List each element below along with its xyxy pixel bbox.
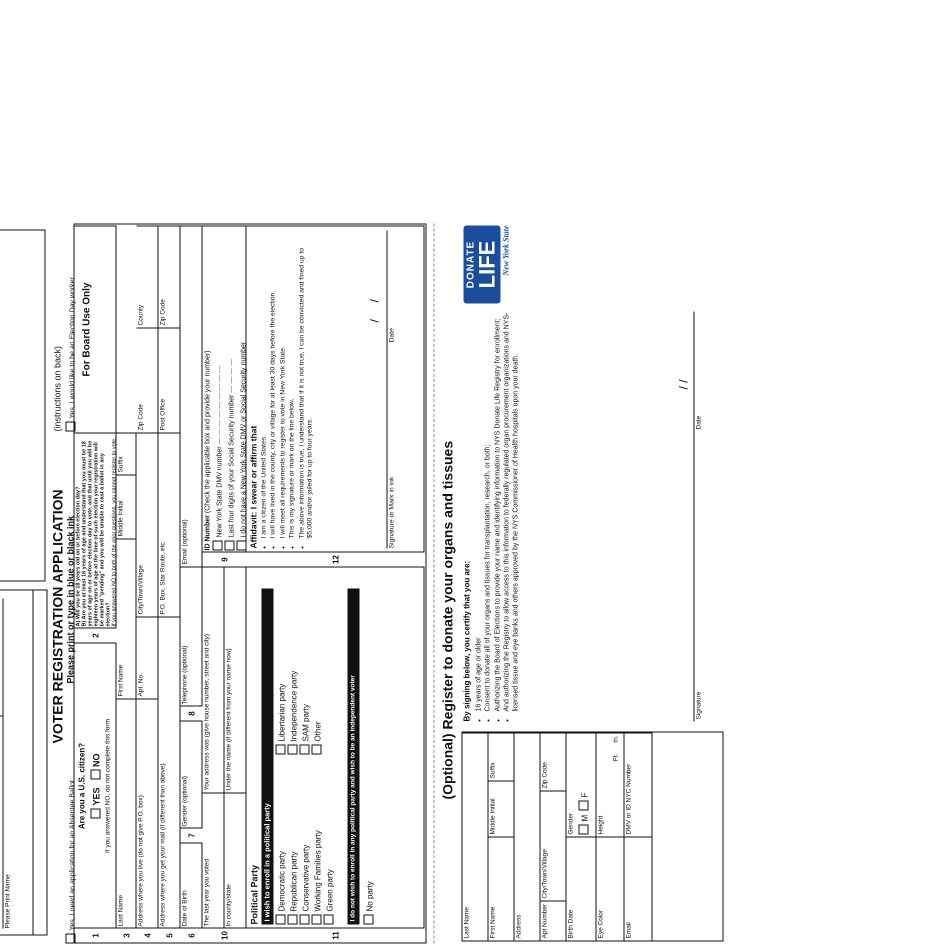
no-party-bar: I do not wish to enroll in any political party and wish to be an independent voter [348,589,360,925]
donor-height-field[interactable] [597,733,625,837]
citizen-no-checkbox[interactable] [91,770,101,780]
application-header [49,224,77,944]
donor-apt-label: Apt Number [541,903,549,939]
affidavit-item: • I will have lived in the county, city or village for at least 30 days before the election. [270,231,279,539]
gender-f-checkbox[interactable] [579,800,589,810]
donor-item: • And authorizing the Registry to allow access to this information to federally regulated organ procurement organizations and NYS-licensed tissue and eye banks and others approved by the NYS Commissioner of Health hospitals upon your death. [504,312,521,712]
citizen-yes: YES [91,787,102,806]
party-checkbox[interactable] [276,745,286,755]
party-label: Libertarian party [277,683,287,742]
donor-gender-label: Gender [567,812,575,835]
post-office-field[interactable] [159,328,181,433]
row-number-7: 7 [181,828,203,843]
application-title-note: (instructions on back) [52,345,63,432]
party-label: Democratic party [277,851,287,912]
donor-suffix-label: Suffix [489,762,497,779]
affidavit-item: • I am a citizen of the United States. [260,231,269,539]
address-mail-label: Address where you get your mail (if different than above) [159,763,167,927]
election-day-text: Yes, I would like to be an Election Day worker [69,277,77,419]
party-label: Green party [325,869,335,912]
id-none: I do not have a New York State DMV or Social Security number [240,341,248,538]
row-number-9: 9 [203,552,247,567]
donor-date-label: Date [695,415,703,430]
affidavit-item: • The above information is true, I understand that if it is not true, I can be convicted and fined up to $5,000 and/or jailed for up to four years. [298,231,315,539]
donor-birth-date-label: Birth Date [567,909,575,939]
party-checkbox[interactable] [288,745,298,755]
party-label: Republican party [289,851,299,912]
middle-initial-field[interactable] [117,475,137,539]
application-title: VOTER REGISTRATION APPLICATION [49,489,66,744]
party-title: Political Party [249,864,260,925]
donor-item: • Consent to donate all of your organs and tissues for transplantation, research, or both; [485,312,494,712]
donor-birth-date-field[interactable] [567,837,597,941]
party-checkbox[interactable] [288,915,298,925]
donor-middle-label: Middle Initial [489,798,497,835]
donor-zip-field[interactable] [541,733,567,791]
affidavit-title: Affidavit: I swear or affirm that [248,425,259,549]
donor-address-label: Address [515,914,523,939]
middle-initial-label: Middle Initial [117,500,125,537]
row-number-2: 2 [75,628,117,643]
donor-date-slashes: / / [676,379,691,390]
party-option [276,585,288,755]
party-label: Working Families party [313,830,323,912]
donor-fields-table [462,732,724,942]
affidavit-list [260,231,315,549]
donor-item: • Authorizing the Board of Elections to provide your name and identifying information to NYS Donate Life Registry for enrollment; [494,312,503,712]
city-town-label: City/Town/Village [137,565,145,615]
dob-label: Date of Birth [181,890,189,927]
suffix-label: Suffix [117,456,125,473]
gender-field[interactable] [181,721,203,829]
party-label: Independence party [289,670,299,742]
donor-title: (Optional) Register to donate your organs and tissues [439,440,456,800]
gender-m: M [580,814,590,822]
county-state-field[interactable] [225,793,247,929]
telephone-field[interactable] [181,567,203,707]
donor-list [475,312,521,722]
zip-field[interactable] [137,328,159,433]
sig-mark-label: Signature or Mark in ink [388,476,396,549]
no-id-checkbox[interactable] [237,541,247,551]
last-name-field[interactable] [117,699,137,929]
donor-height-label: Height [597,815,605,835]
party-box [247,567,425,929]
last-year-label: The last year you voted [203,858,211,927]
citizen-no: NO [91,753,102,767]
last-year-field[interactable] [203,793,225,929]
id-ssn: Last four digits of your Social Security number [228,394,236,538]
prev-address-field[interactable] [203,567,225,793]
affidavit-date-slashes: / / [367,299,382,323]
id-number-box: ID Number (Check the applicable box and provide your number) New York State DMV number — — — — — — — — — Last four digits of your Social Security number — — — — I do not have a New York State DMV or Social Security number [203,226,247,553]
affidavit-box [247,226,425,553]
donor-first-name-label: First Name [489,906,497,939]
application-grid [74,224,427,944]
donor-email-field[interactable] [625,837,653,941]
apt-no-label: Apt. No. [137,673,145,697]
donor-certify: By signing below, you certify that you are: [462,560,472,722]
party-checkbox[interactable] [300,915,310,925]
po-box-field[interactable] [159,433,181,617]
donor-in: In. [612,735,620,743]
row-number-3: 3 [117,928,137,943]
citizen-yes-checkbox[interactable] [91,809,101,819]
donor-ft: Ft. [612,753,620,762]
no-party-checkbox[interactable] [364,915,374,925]
row-number-11: 11 [247,928,425,943]
id-note: (Check the applicable box and provide your number) [204,350,212,514]
board-use-label: For Board Use Only [81,282,93,377]
donor-dmv-field[interactable] [625,733,653,837]
dob-field[interactable] [181,843,203,929]
donor-address-field[interactable] [515,733,541,941]
prev-name-field[interactable] [225,567,247,793]
party-label: Other [313,721,323,742]
affidavit-item: • This is my signature or mark on the line below. [289,231,298,539]
party-option [312,585,324,755]
donor-middle-field[interactable] [489,781,515,837]
county-label: County [137,304,145,326]
dmv-checkbox[interactable] [213,541,223,551]
last-name-label: Last Name [117,895,125,927]
donor-eye-label: Eye Color [597,909,605,939]
gender-f: F [580,792,590,798]
donor-last-name-field[interactable] [463,733,489,941]
logo-line3: New York State [501,225,511,276]
parties-right-list [276,585,336,755]
age-question-b: B) Are you at least 16 years of age and understand that you must be 18 years of age on or before election day to vote, and that until you will be eighteen years of age at the time of such election your registration will be marked "pending" and you will be unable to cast a ballot in any election? [81,440,112,627]
ssn-checkbox[interactable] [225,541,235,551]
telephone-label: Telephone (optional) [181,645,189,705]
donor-suffix-field[interactable] [489,733,515,781]
affidavit-date-label: Date [388,328,396,343]
party-enroll-bar: I wish to enroll in a political party [262,589,274,925]
donate-life-logo [464,226,534,304]
address-live-label: Address where you live (do not give P.O. box) [137,795,145,927]
donor-signature-label: Signature [695,691,703,720]
row-number-12: 12 [247,552,425,567]
donor-eye-field[interactable] [597,837,625,941]
donor-dmv-label: DMV or ID NYC Number [625,763,633,835]
post-office-label: Post Office [159,398,167,431]
party-checkbox[interactable] [312,745,322,755]
donor-zip-label: Zip Code [541,762,549,789]
affidavit-item: • I will meet all requirements to register to vote in New York State. [279,231,288,539]
email-label: Email (optional) [181,519,189,565]
important-box [0,230,46,582]
donor-consent [464,312,522,722]
county-field[interactable] [137,226,159,328]
party-checkbox[interactable] [312,915,322,925]
donor-email-label: Email [625,922,633,939]
logo-line2: LIFE [474,240,500,289]
first-name-field[interactable] [117,539,137,699]
gender-m-checkbox[interactable] [579,825,589,835]
po-box-label: P.O. Box, Star Route, etc. [159,540,167,615]
party-label: Conservative party [301,844,311,912]
donor-apt-field[interactable] [541,901,567,941]
prev-address-label: Your address was (give house number, street and city) [203,633,211,791]
parties-left-list [276,755,336,925]
id-title: ID Number [204,515,212,551]
row-number-10: 10 [203,928,247,943]
row-number-1: 1 [75,928,117,943]
city-town-field[interactable] [137,433,159,617]
print-name-label: Please Print Name [4,874,12,929]
county-state-label: In county/state [225,884,233,927]
donor-gender-field[interactable] [567,733,597,837]
donor-item: • 16 years of age or older [475,312,484,712]
party-checkbox[interactable] [300,745,310,755]
zip2-field[interactable] [159,226,181,328]
donor-city-label: City/Town/Village [541,849,549,899]
party-option [300,585,312,755]
citizen-note: If you answered NO, do not complete this form [104,718,112,854]
party-option [288,585,300,755]
row-number-4: 4 [137,928,159,943]
no-party-label: No party [365,881,375,912]
print-note: Please print or type in blue or black ink [65,515,76,684]
donor-city-field[interactable] [541,791,567,901]
party-option [276,755,288,925]
voter-registration-form [0,217,734,950]
citizen-question: Are you a U.S. citizen? [77,742,87,830]
party-option [312,755,324,925]
row-number-5: 5 [159,928,181,943]
party-checkbox[interactable] [276,915,286,925]
party-checkbox[interactable] [324,915,334,925]
party-option [288,755,300,925]
suffix-field[interactable] [117,433,137,475]
age-note: If you answered NO to both of the prior questions, you cannot register to vote. [111,437,118,627]
absentee-text: Yes, I need an application for an Absentee Ballot [69,780,77,931]
zip-label: Zip Code [137,404,145,431]
donor-last-name-label: Last Name [463,907,471,939]
register-question-box [0,590,48,936]
address-live-field[interactable] [137,699,159,929]
first-name-label: First Name [117,664,125,697]
id-dmv: New York State DMV number [216,446,224,538]
age-question-a: A) Will you be 18 years old on or before election day? [75,486,82,627]
zip2-label: Zip Code [159,299,167,326]
party-option [300,755,312,925]
apt-no-field[interactable] [137,617,159,699]
row-number-6: 6 [181,928,203,943]
party-label: SAM party [301,704,311,742]
donor-first-name-field[interactable] [489,837,515,941]
email-field[interactable] [181,226,203,567]
address-mail-field[interactable] [159,617,181,929]
prev-name-label: Under the name (if different from your name now) [225,648,233,791]
row-number-8: 8 [181,706,203,721]
logo-line1: DONATE [465,240,477,289]
party-option [324,755,336,925]
gender-label: Gender (optional) [181,775,189,827]
